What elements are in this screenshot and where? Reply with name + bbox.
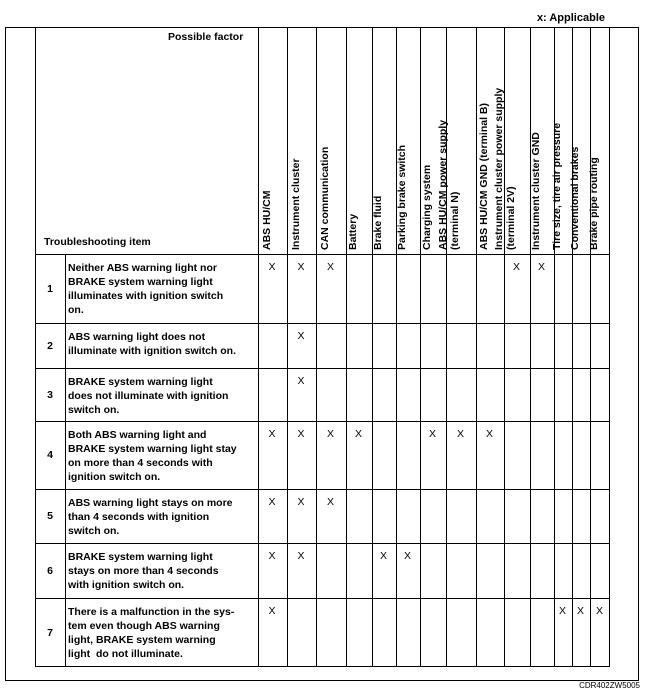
applicable-mark: X bbox=[327, 428, 335, 440]
troubleshooting-item-heading: Troubleshooting item bbox=[44, 236, 151, 248]
row-divider bbox=[35, 489, 610, 490]
applicable-mark: X bbox=[559, 605, 567, 617]
factor-header bbox=[258, 30, 287, 250]
applicable-mark: X bbox=[596, 605, 604, 617]
factor-label: Parking brake switch bbox=[396, 144, 408, 250]
row-number: 2 bbox=[47, 339, 53, 352]
row-number: 7 bbox=[47, 626, 53, 639]
factor-header bbox=[590, 30, 610, 250]
applicable-mark: X bbox=[268, 261, 276, 273]
factor-header bbox=[437, 30, 476, 250]
applicable-legend: x: Applicable bbox=[536, 12, 605, 24]
troubleshooting-item-text: There is a malfunction in the sys- tem even though ABS warning light, BRAKE system warning light do not illuminate. bbox=[68, 606, 235, 660]
row-number: 4 bbox=[47, 449, 53, 461]
applicable-mark: X bbox=[457, 428, 465, 440]
factor-label: Charging system bbox=[421, 164, 433, 250]
troubleshooting-item-text: BRAKE system warning light stays on more than 4 seconds with ignition switch on. bbox=[68, 551, 219, 591]
factor-label: ABS HU/CM GND (terminal B) bbox=[478, 102, 490, 250]
factor-header bbox=[372, 30, 396, 250]
figure-code: CDR402ZW5005 bbox=[579, 681, 640, 690]
row-divider bbox=[35, 254, 610, 255]
troubleshooting-item-text: ABS warning light stays on more than 4 seconds with ignition switch on. bbox=[68, 497, 233, 537]
applicable-mark: X bbox=[297, 375, 305, 387]
factor-header bbox=[493, 30, 530, 250]
applicable-mark: X bbox=[268, 496, 276, 508]
row-number: 1 bbox=[47, 282, 53, 295]
factor-label: Conventional brakes bbox=[569, 146, 581, 250]
factor-label: Battery bbox=[347, 213, 359, 250]
troubleshooting-item-text: Both ABS warning light and BRAKE system warning light stay on more than 4 seconds with ignition switch on. bbox=[68, 429, 237, 483]
factor-label: CAN communication bbox=[319, 146, 331, 250]
applicable-mark: X bbox=[486, 428, 494, 440]
row-divider bbox=[35, 421, 610, 422]
applicable-mark: X bbox=[268, 550, 276, 562]
possible-factor-heading: Possible factor bbox=[168, 31, 244, 43]
applicable-mark: X bbox=[297, 428, 305, 440]
row-number: 6 bbox=[47, 564, 53, 577]
applicable-mark: X bbox=[268, 605, 276, 617]
factor-label: Instrument cluster bbox=[289, 158, 302, 250]
applicable-mark: X bbox=[513, 261, 521, 273]
row-divider bbox=[35, 323, 610, 324]
factor-label: Instrument cluster GND bbox=[530, 132, 542, 250]
applicable-mark: X bbox=[429, 428, 437, 440]
applicable-mark: X bbox=[327, 261, 335, 273]
row-number: 5 bbox=[47, 510, 53, 522]
troubleshooting-item-text: BRAKE system warning light does not illuminate with ignition switch on. bbox=[68, 376, 229, 416]
applicable-mark: X bbox=[380, 550, 388, 562]
applicable-mark: X bbox=[297, 496, 305, 508]
troubleshooting-item-text: ABS warning light does not illuminate with ignition switch on. bbox=[68, 331, 236, 357]
factor-label: Brake fluid bbox=[372, 195, 384, 250]
factor-header bbox=[346, 30, 372, 250]
applicable-mark: X bbox=[327, 496, 335, 508]
row-number: 3 bbox=[47, 388, 53, 401]
factor-label: Instrument cluster power supply (terminal 2V) bbox=[493, 87, 517, 250]
troubleshooting-item-text: Neither ABS warning light nor BRAKE system warning light illuminates with ignition switch on. bbox=[68, 262, 224, 316]
applicable-mark: X bbox=[355, 428, 363, 440]
row-divider bbox=[35, 598, 610, 599]
applicable-mark: X bbox=[297, 330, 305, 342]
factor-header bbox=[316, 30, 346, 250]
number-column-divider bbox=[65, 254, 66, 667]
factor-header bbox=[396, 30, 420, 250]
row-divider bbox=[35, 543, 610, 544]
factor-label: ABS HU/CM power supply (terminal N) bbox=[437, 119, 461, 250]
applicable-mark: X bbox=[297, 550, 305, 562]
applicable-mark: X bbox=[404, 550, 412, 562]
factor-label: Tire size, tire air pressure bbox=[551, 122, 563, 250]
row-divider bbox=[35, 368, 610, 369]
factor-label: ABS HU/CM bbox=[260, 190, 273, 250]
factor-header bbox=[287, 30, 316, 250]
factor-label: Brake pipe routing bbox=[588, 157, 600, 250]
applicable-mark: X bbox=[538, 261, 546, 273]
applicable-mark: X bbox=[297, 261, 305, 273]
applicable-mark: X bbox=[268, 428, 276, 440]
applicable-mark: X bbox=[577, 605, 585, 617]
